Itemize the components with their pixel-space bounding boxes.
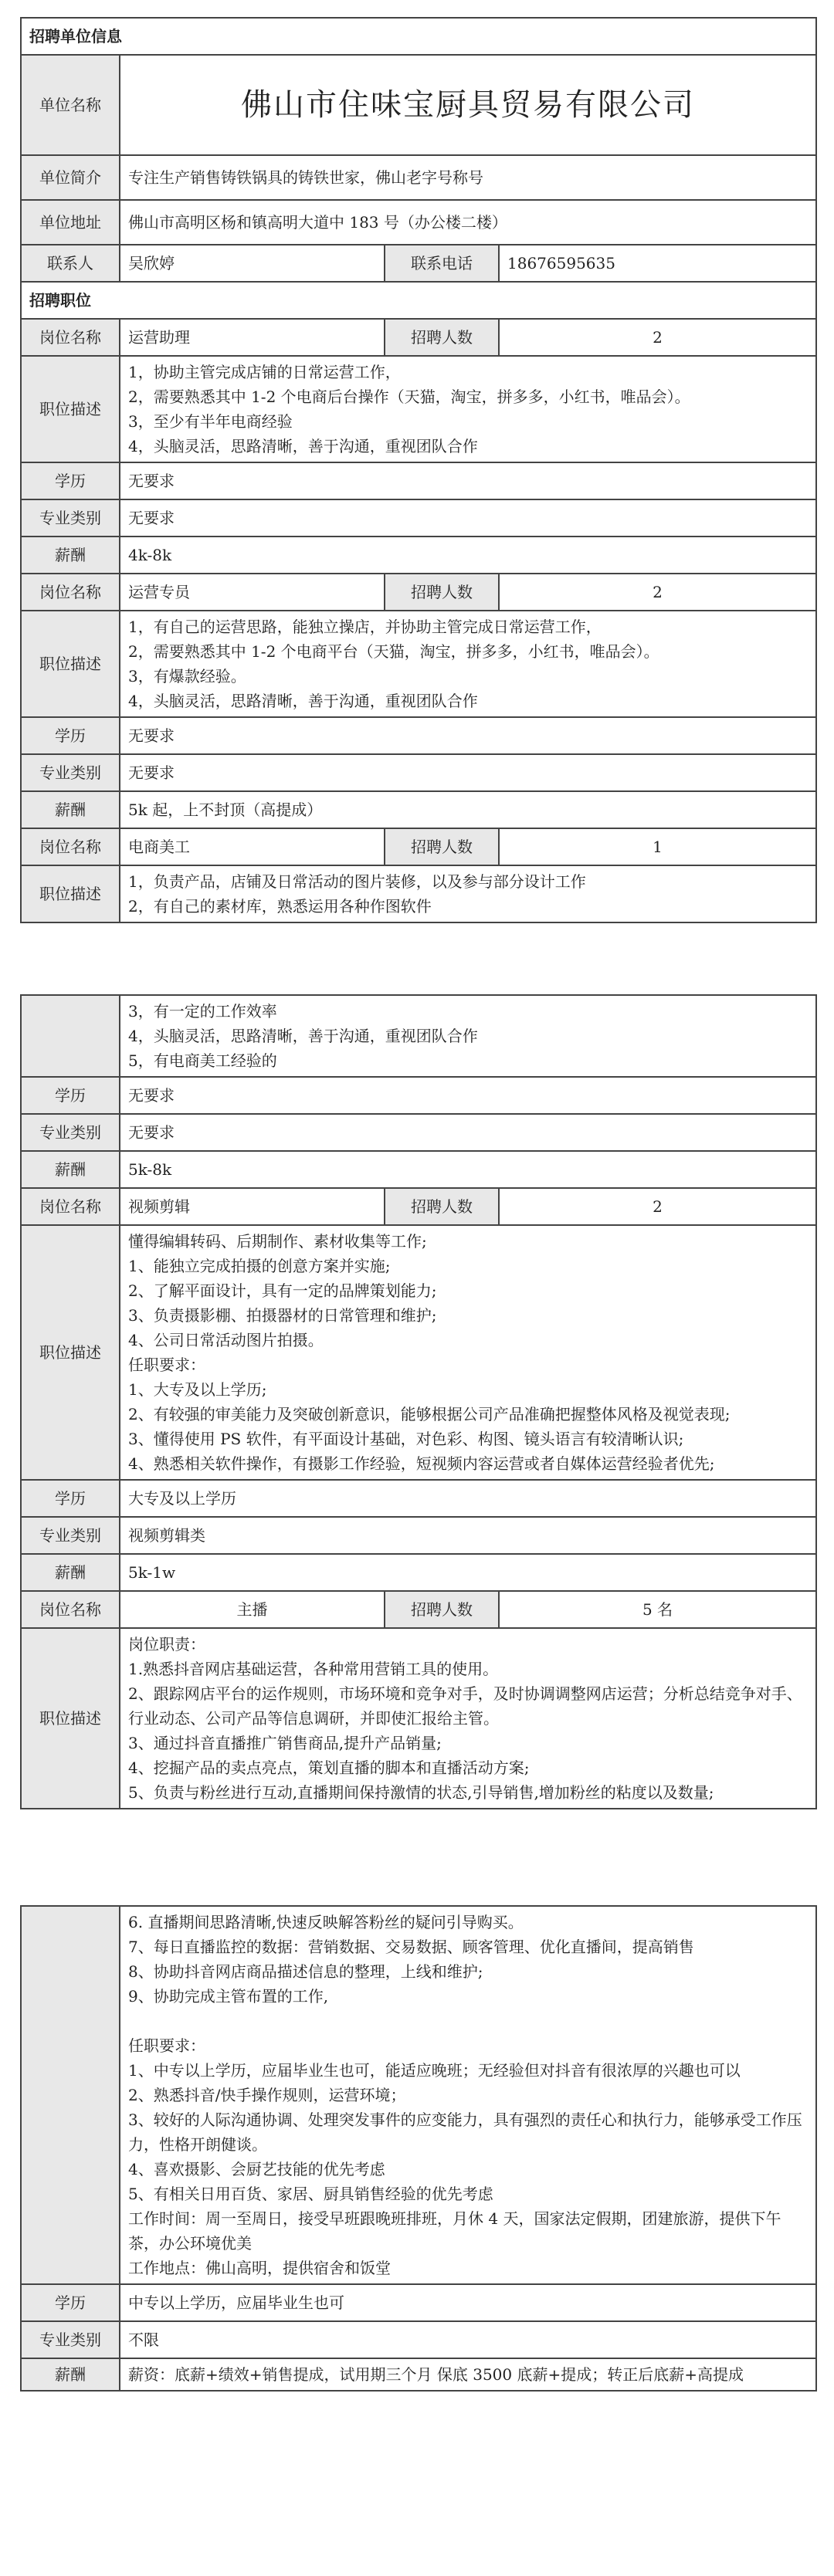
salary-row — [21, 1151, 816, 1188]
contact-phone[interactable]: 18676595635 — [499, 245, 816, 282]
desc-line: 5、负责与粉丝进行互动,直播期间保持激情的状态,引导销售,增加粉丝的粘度以及数量; — [128, 1783, 714, 1802]
desc-line: 4，头脑灵活，思路清晰，善于沟通，重视团队合作 — [128, 437, 478, 455]
major-row — [21, 1114, 816, 1151]
label-major: 专业类别 — [21, 1517, 120, 1554]
label-education: 学历 — [21, 1077, 120, 1114]
desc-line: 任职要求： — [128, 1356, 205, 1374]
desc-line: 1、大专及以上学历; — [128, 1380, 267, 1399]
desc-line: 1，有自己的运营思路，能独立操店，并协助主管完成日常运营工作， — [128, 618, 602, 636]
desc-line: 4、熟悉相关软件操作，有摄影工作经验，短视频内容运营或者自媒体运营经验者优先; — [128, 1454, 715, 1473]
desc-line: 7、每日直播监控的数据：营销数据、交易数据、顾客管理、优化直播间，提高销售 — [128, 1938, 694, 1956]
position-name: 视频剪辑 — [120, 1188, 385, 1225]
desc-line: 2、跟踪网店平台的运作规则，市场环境和竞争对手，及时协调调整网店运营；分析总结竞争对手、行业动态、公司产品等信息调研，并即使汇报给主管。 — [128, 1684, 802, 1728]
education-value: 大专及以上学历 — [120, 1480, 816, 1517]
desc-line: 2，需要熟悉其中 1-2 个电商平台（天猫，淘宝，拼多多，小红书，唯品会）。 — [128, 642, 659, 661]
salary-value: 5k-1w — [120, 1554, 816, 1591]
desc-line: 1，协助主管完成店铺的日常运营工作， — [128, 363, 401, 381]
job-desc — [120, 356, 816, 462]
desc-line: 工作地点：佛山高明，提供宿舍和饭堂 — [128, 2259, 391, 2277]
job-desc-row — [21, 611, 816, 717]
desc-line: 懂得编辑转码、后期制作、素材收集等工作; — [128, 1232, 427, 1251]
headcount-value: 1 — [499, 828, 816, 865]
major-row — [21, 2321, 816, 2358]
label-headcount: 招聘人数 — [385, 1188, 499, 1225]
education-row — [21, 2284, 816, 2321]
section-title-positions: 招聘职位 — [21, 282, 816, 319]
unit-address-row — [21, 200, 816, 245]
job-desc-row — [21, 1628, 816, 1809]
desc-line: 3、通过抖音直播推广销售商品,提升产品销量; — [128, 1734, 442, 1752]
recruitment-table-page-1 — [20, 17, 817, 923]
label-position-name: 岗位名称 — [21, 1188, 120, 1225]
job-header-row — [21, 574, 816, 611]
desc-line: 3、负责摄影棚、拍摄器材的日常管理和维护; — [128, 1306, 437, 1325]
job-desc-row — [21, 356, 816, 462]
desc-line: 4、喜欢摄影、会厨艺技能的优先考虑 — [128, 2160, 385, 2178]
major-value: 无要求 — [120, 754, 816, 791]
desc-line: 1、能独立完成拍摄的创意方案并实施; — [128, 1257, 391, 1275]
label-empty — [21, 995, 120, 1077]
headcount-value: 2 — [499, 1188, 816, 1225]
desc-line: 4、公司日常活动图片拍摄。 — [128, 1331, 324, 1349]
desc-line: 3，有爆款经验。 — [128, 667, 246, 685]
job-desc-row — [21, 865, 816, 922]
major-row — [21, 754, 816, 791]
job-desc-continued — [120, 1906, 816, 2284]
education-value: 无要求 — [120, 462, 816, 499]
label-headcount: 招聘人数 — [385, 828, 499, 865]
desc-line: 任职要求： — [128, 2036, 205, 2055]
label-job-desc: 职位描述 — [21, 865, 120, 922]
label-empty — [21, 1906, 120, 2284]
headcount-value: 2 — [499, 319, 816, 356]
unit-intro-row — [21, 155, 816, 200]
position-name: 电商美工 — [120, 828, 385, 865]
desc-line: 5，有电商美工经验的 — [128, 1051, 277, 1070]
label-contact: 联系人 — [21, 245, 120, 282]
label-job-desc: 职位描述 — [21, 1628, 120, 1809]
major-row — [21, 1517, 816, 1554]
desc-line: 5、有相关日用百货、家居、厨具销售经验的优先考虑 — [128, 2185, 493, 2203]
desc-line: 2、熟悉抖音/快手操作规则，运营环境； — [128, 2086, 406, 2104]
label-major: 专业类别 — [21, 2321, 120, 2358]
label-salary: 薪酬 — [21, 791, 120, 828]
desc-line: 3、较好的人际沟通协调、处理突发事件的应变能力，具有强烈的责任心和执行力，能够承受工作压力，性格开朗健谈。 — [128, 2111, 802, 2154]
label-unit-intro: 单位简介 — [21, 155, 120, 200]
education-row — [21, 1077, 816, 1114]
label-job-desc: 职位描述 — [21, 1225, 120, 1480]
recruitment-table-page-3 — [20, 1905, 817, 2392]
job-desc-cont-row — [21, 1906, 816, 2284]
contact-person: 吴欣婷 — [120, 245, 385, 282]
desc-spacer — [128, 2009, 808, 2033]
education-value: 无要求 — [120, 717, 816, 754]
salary-row — [21, 2358, 816, 2391]
desc-line: 9、协助完成主管布置的工作, — [128, 1987, 329, 2006]
job-header-row — [21, 828, 816, 865]
label-job-desc: 职位描述 — [21, 611, 120, 717]
job-desc-continued — [120, 995, 816, 1077]
job-desc — [120, 611, 816, 717]
desc-line: 4、挖掘产品的卖点亮点，策划直播的脚本和直播活动方案; — [128, 1759, 530, 1777]
salary-value: 4k-8k — [120, 537, 816, 574]
desc-line: 6. 直播期间思路清晰,快速反映解答粉丝的疑问引导购买。 — [128, 1913, 524, 1931]
job-desc — [120, 1225, 816, 1480]
job-header-row — [21, 319, 816, 356]
label-position-name: 岗位名称 — [21, 1591, 120, 1628]
label-major: 专业类别 — [21, 754, 120, 791]
job-desc-cont-row — [21, 995, 816, 1077]
section-header-row — [21, 18, 816, 55]
headcount-value: 2 — [499, 574, 816, 611]
desc-line: 岗位职责： — [128, 1635, 205, 1654]
desc-line: 工作时间：周一至周日，接受早班跟晚班排班，月休 4 天，国家法定假期，团建旅游，提供下午茶，办公环境优美 — [128, 2209, 781, 2253]
desc-line: 4，头脑灵活，思路清晰，善于沟通，重视团队合作 — [128, 692, 478, 710]
label-position-name: 岗位名称 — [21, 319, 120, 356]
position-name: 主播 — [120, 1591, 385, 1628]
label-major: 专业类别 — [21, 499, 120, 537]
label-education: 学历 — [21, 2284, 120, 2321]
major-value: 无要求 — [120, 1114, 816, 1151]
label-headcount: 招聘人数 — [385, 1591, 499, 1628]
salary-row — [21, 1554, 816, 1591]
desc-line: 2、了解平面设计，具有一定的品牌策划能力; — [128, 1281, 437, 1300]
major-value: 视频剪辑类 — [120, 1517, 816, 1554]
desc-line: 2、有较强的审美能力及突破创新意识，能够根据公司产品准确把握整体风格及视觉表现; — [128, 1405, 731, 1423]
education-row — [21, 462, 816, 499]
company-name: 佛山市住味宝厨具贸易有限公司 — [120, 55, 816, 155]
section-header-row — [21, 282, 816, 319]
label-salary: 薪酬 — [21, 1554, 120, 1591]
label-education: 学历 — [21, 1480, 120, 1517]
salary-value: 薪资：底薪+绩效+销售提成，试用期三个月 保底 3500 底薪+提成；转正后底薪+高提成 — [120, 2358, 816, 2391]
company-address: 佛山市高明区杨和镇高明大道中 183 号（办公楼二楼） — [120, 200, 816, 245]
label-position-name: 岗位名称 — [21, 574, 120, 611]
label-education: 学历 — [21, 717, 120, 754]
education-row — [21, 717, 816, 754]
job-desc-row — [21, 1225, 816, 1480]
desc-line: 3，至少有半年电商经验 — [128, 412, 293, 431]
desc-line: 1.熟悉抖音网店基础运营，各种常用营销工具的使用。 — [128, 1660, 499, 1678]
desc-line: 1，负责产品，店铺及日常活动的图片装修，以及参与部分设计工作 — [128, 872, 586, 891]
section-title-unit-info: 招聘单位信息 — [21, 18, 816, 55]
desc-line: 3，有一定的工作效率 — [128, 1002, 277, 1021]
label-education: 学历 — [21, 462, 120, 499]
label-job-desc: 职位描述 — [21, 356, 120, 462]
desc-line: 3、懂得使用 PS 软件，有平面设计基础，对色彩、构图、镜头语言有较清晰认识; — [128, 1430, 684, 1448]
position-name: 运营助理 — [120, 319, 385, 356]
desc-line: 8、协助抖音网店商品描述信息的整理，上线和维护; — [128, 1962, 483, 1981]
salary-row — [21, 791, 816, 828]
desc-line: 2，有自己的素材库，熟悉运用各种作图软件 — [128, 897, 432, 916]
label-headcount: 招聘人数 — [385, 574, 499, 611]
company-intro: 专注生产销售铸铁锅具的铸铁世家，佛山老字号称号 — [120, 155, 816, 200]
education-row — [21, 1480, 816, 1517]
label-unit-name: 单位名称 — [21, 55, 120, 155]
label-position-name: 岗位名称 — [21, 828, 120, 865]
label-salary: 薪酬 — [21, 2358, 120, 2391]
label-headcount: 招聘人数 — [385, 319, 499, 356]
desc-line: 4，头脑灵活，思路清晰，善于沟通，重视团队合作 — [128, 1027, 478, 1045]
label-salary: 薪酬 — [21, 1151, 120, 1188]
recruitment-table-page-2 — [20, 994, 817, 1809]
desc-line: 2，需要熟悉其中 1-2 个电商后台操作（天猫，淘宝，拼多多，小红书，唯品会）。 — [128, 388, 690, 406]
job-header-row — [21, 1591, 816, 1628]
label-salary: 薪酬 — [21, 537, 120, 574]
headcount-value: 5 名 — [499, 1591, 816, 1628]
desc-line: 1、中专以上学历，应届毕业生也可，能适应晚班；无经验但对抖音有很浓厚的兴趣也可以 — [128, 2061, 741, 2080]
salary-value: 5k-8k — [120, 1151, 816, 1188]
salary-row — [21, 537, 816, 574]
major-value: 不限 — [120, 2321, 816, 2358]
education-value: 中专以上学历，应届毕业生也可 — [120, 2284, 816, 2321]
job-desc — [120, 865, 816, 922]
label-phone: 联系电话 — [385, 245, 499, 282]
job-desc — [120, 1628, 816, 1809]
unit-name-row — [21, 55, 816, 155]
education-value: 无要求 — [120, 1077, 816, 1114]
contact-row — [21, 245, 816, 282]
job-header-row — [21, 1188, 816, 1225]
label-unit-address: 单位地址 — [21, 200, 120, 245]
position-name: 运营专员 — [120, 574, 385, 611]
salary-value: 5k 起，上不封顶（高提成） — [120, 791, 816, 828]
major-value: 无要求 — [120, 499, 816, 537]
major-row — [21, 499, 816, 537]
label-major: 专业类别 — [21, 1114, 120, 1151]
